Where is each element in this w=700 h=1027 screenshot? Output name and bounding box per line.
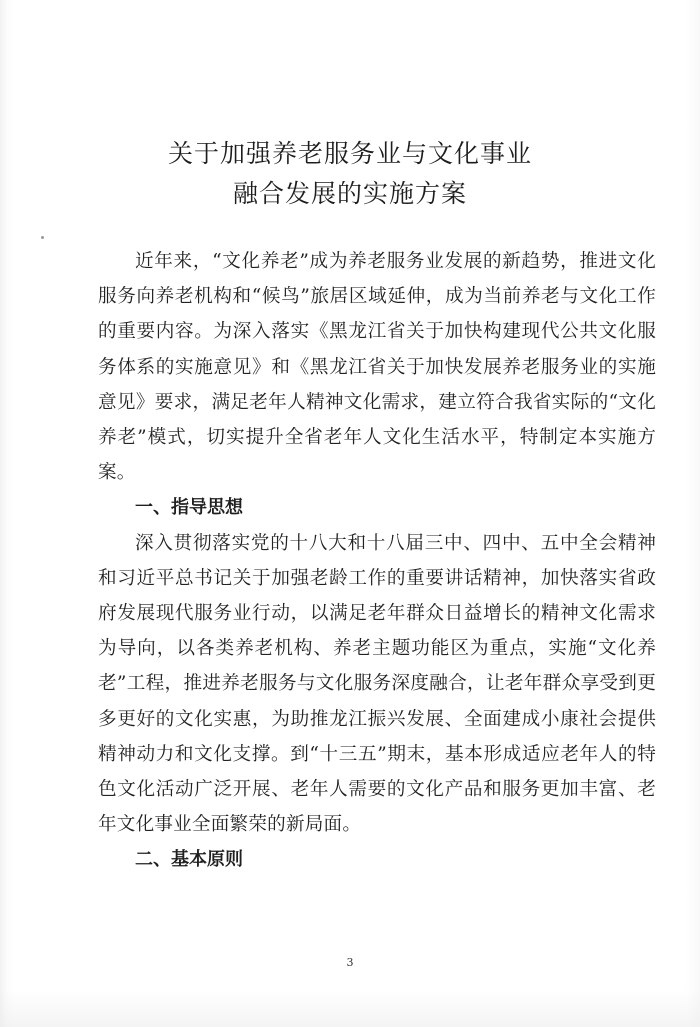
scan-speck [41, 236, 44, 239]
section-heading-basic-principles: 二、基本原则 [135, 849, 243, 871]
scan-shadow [0, 990, 700, 1027]
document-body [98, 244, 656, 878]
intro-paragraph: 近年来，“文化养老”成为养老服务业发展的新趋势，推进文化服务向养老机构和“候鸟”旅居区域延伸，成为当前养老与文化工作的重要内容。为深入落实《黑龙江省关于加快构建现代公共文化服务体系的实施意见》和《黑龙江省关于加快发展养老服务业的实施意见》要求，满足老年人精神文化需求，建立符合我省实际的“文化养老”模式，切实提升全省老年人文化生活水平，特制定本实施方案。 [98, 251, 656, 484]
page-number: 3 [346, 956, 354, 969]
document-title-line-2: 融合发展的实施方案 [232, 179, 467, 208]
guiding-ideology-paragraph: 深入贯彻落实党的十八大和十八届三中、四中、五中全会精神和习近平总书记关于加强老龄工作的重要讲话精神，加快落实省政府发展现代服务业行动，以满足老年群众日益增长的精神文化需求为导向，以各类养老机构、养老主题功能区为重点，实施“文化养老”工程，推进养老服务与文化服务深度融合，让老年群众享受到更多更好的文化实惠，为助推龙江振兴发展、全面建成小康社会提供精神动力和文化支撑。到“十三五”期末，基本形成适应老年人的特色文化活动广泛开展、老年人需要的文化产品和服务更加丰富、老年文化事业全面繁荣的新局面。 [98, 532, 656, 836]
section-heading-guiding-ideology: 一、指导思想 [135, 497, 243, 519]
document-title-line-1: 关于加强养老服务业与文化事业 [167, 139, 532, 168]
